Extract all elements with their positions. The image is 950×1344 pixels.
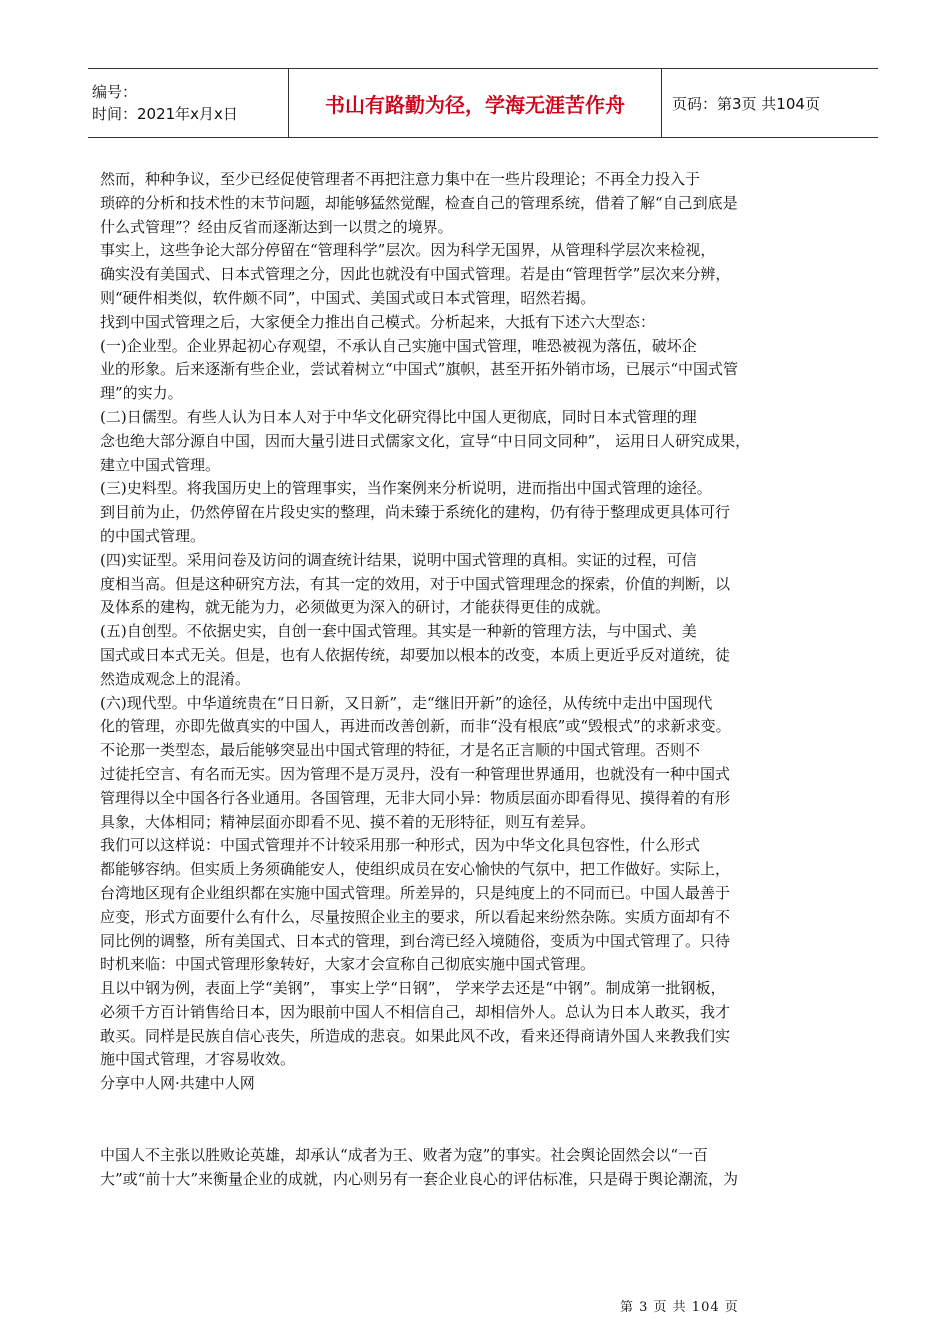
text-line: 管理得以全中国各行各业通用。各国管理，无非大同小异：物质层面亦即看得见、摸得着的有形 [100,788,731,807]
text-line: (四)实证型。采用问卷及访问的调查统计结果，说明中国式管理的真相。实证的过程，可信 [100,550,697,569]
text-line: 必须千方百计销售给日本，因为眼前中国人不相信自己，却相信外人。总认为日本人敢买，我才 [100,1002,731,1021]
text-line: 则“硬件相类似，软件颇不同”，中国式、美国式或日本式管理，昭然若揭。 [100,288,596,307]
header-meta [88,69,289,137]
text-line: 我们可以这样说：中国式管理并不计较采用那一种形式，因为中华文化具包容性，什么形式 [100,836,701,855]
text-line: 分享中人网·共建中人网 [100,1074,255,1093]
text-line: 同比例的调整，所有美国式、日本式的管理，到台湾已经入境随俗，变质为中国式管理了。只待 [100,931,731,950]
text-line: 具象，大体相同；精神层面亦即看不见、摸不着的无形特征，则互有差异。 [100,812,596,831]
text-line: 然而，种种争议，至少已经促使管理者不再把注意力集中在一些片段理论；不再全力投入于 [100,170,701,188]
text-line: 化的管理，亦即先做真实的中国人，再进而改善创新，而非“没有根底”或“毁根式”的求新求变。 [100,717,731,736]
header-page-info: 页码：第3页 共104页 [672,94,820,113]
text-line: 建立中国式管理。 [100,455,221,474]
document-body [100,168,860,1192]
page-footer: 第 3 页 共 104 页 [620,1300,739,1315]
text-line: 业的形象。后来逐渐有些企业，尝试着树立“中国式”旗帜，甚至开拓外销市场，已展示“中国式管 [100,360,739,379]
text-line: 都能够容纳。但实质上务须确能安人，使组织成员在安心愉快的气氛中，把工作做好。实际上， [100,860,731,879]
text-line: 施中国式管理，才容易收效。 [100,1050,296,1069]
text-line: 度相当高。但是这种研究方法，有其一定的效用，对于中国式管理理念的探索，价值的判断，以 [100,574,731,593]
text-line: 然造成观念上的混淆。 [100,669,251,688]
text-line: 事实上，这些争论大部分停留在“管理科学”层次。因为科学无国界，从管理科学层次来检视， [100,241,716,260]
body-text-block [100,168,860,1096]
text-line: 找到中国式管理之后，大家便全力推出自己模式。分析起来，大抵有下述六大型态： [100,312,656,331]
section-gap [100,1096,860,1144]
text-line: 国式或日本式无关。但是，也有人依据传统，却要加以根本的改变，本质上更近乎反对道统，徒 [100,645,731,664]
text-line: 过徒托空言、有名而无实。因为管理不是万灵丹，没有一种管理世界通用，也就没有一种中国式 [100,764,731,783]
text-line: 及体系的建构，就无能为力，必须做更为深入的研讨，才能获得更佳的成就。 [100,598,611,617]
text-line: (六)现代型。中华道统贵在“日日新，又日新”，走“继旧开新”的途径，从传统中走出中国现代 [100,693,713,712]
text-line: 不论那一类型态，最后能够突显出中国式管理的特征，才是名正言顺的中国式管理。否则不 [100,741,701,760]
page-header [88,68,878,138]
text-line: 什么式管理”？经由反省而逐渐达到一以贯之的境界。 [100,217,453,236]
text-line: 的中国式管理。 [100,526,206,545]
text-line: 理”的实力。 [100,384,183,403]
text-line: 琐碎的分析和技术性的末节问题，却能够猛然觉醒，检查自己的管理系统，借着了解“自己到底是 [100,193,738,212]
text-line: 敢买。同样是民族自信心丧失，所造成的悲哀。如果此风不改，看来还得商请外国人来教我们实 [100,1026,731,1045]
text-line: 念也绝大部分源自中国，因而大量引进日式儒家文化，宣导“中日同文同种”， 运用日人研究成果， [100,431,751,450]
text-line: (二)日儒型。有些人认为日本人对于中华文化研究得比中国人更彻底，同时日本式管理的理 [100,407,697,426]
text-line: (一)企业型。企业界起初心存观望，不承认自己实施中国式管理，唯恐被视为落伍，破坏企 [100,336,697,355]
number-label: 编号： [92,83,138,101]
text-line: 时机来临：中国式管理形象转好，大家才会宣称自己彻底实施中国式管理。 [100,955,596,974]
text-line: 应变，形式方面要什么有什么，尽量按照企业主的要求，所以看起来纷然杂陈。实质方面却有不 [100,907,731,926]
header-motto: 书山有路勤为径，学海无涯苦作舟 [289,69,662,137]
time-label: 时间：2021年x月x日 [92,105,238,123]
text-line: (三)史料型。将我国历史上的管理事实，当作案例来分析说明，进而指出中国式管理的途径。 [100,479,712,498]
text-line: (五)自创型。不依据史实，自创一套中国式管理。其实是一种新的管理方法，与中国式、美 [100,622,697,641]
body-text-block-continued [100,1144,860,1192]
text-line: 台湾地区现有企业组织都在实施中国式管理。所差异的，只是纯度上的不同而已。中国人最善于 [100,883,731,902]
text-line: 中国人不主张以胜败论英雄，却承认“成者为王、败者为寇”的事实。社会舆论固然会以“一百 [100,1146,709,1165]
text-line: 且以中钢为例，表面上学“美钢”， 事实上学“日钢”， 学来学去还是“中钢”。制成第一批钢板， [100,979,726,998]
text-line: 确实没有美国式、日本式管理之分，因此也就没有中国式管理。若是由“管理哲学”层次来分辨， [100,265,731,284]
text-line: 到目前为止，仍然停留在片段史实的整理，尚未臻于系统化的建构，仍有待于整理成更具体可行 [100,503,731,522]
text-line: 大”或“前十大”来衡量企业的成就，内心则另有一套企业良心的评估标准，只是碍于舆论潮流，为 [100,1169,739,1188]
